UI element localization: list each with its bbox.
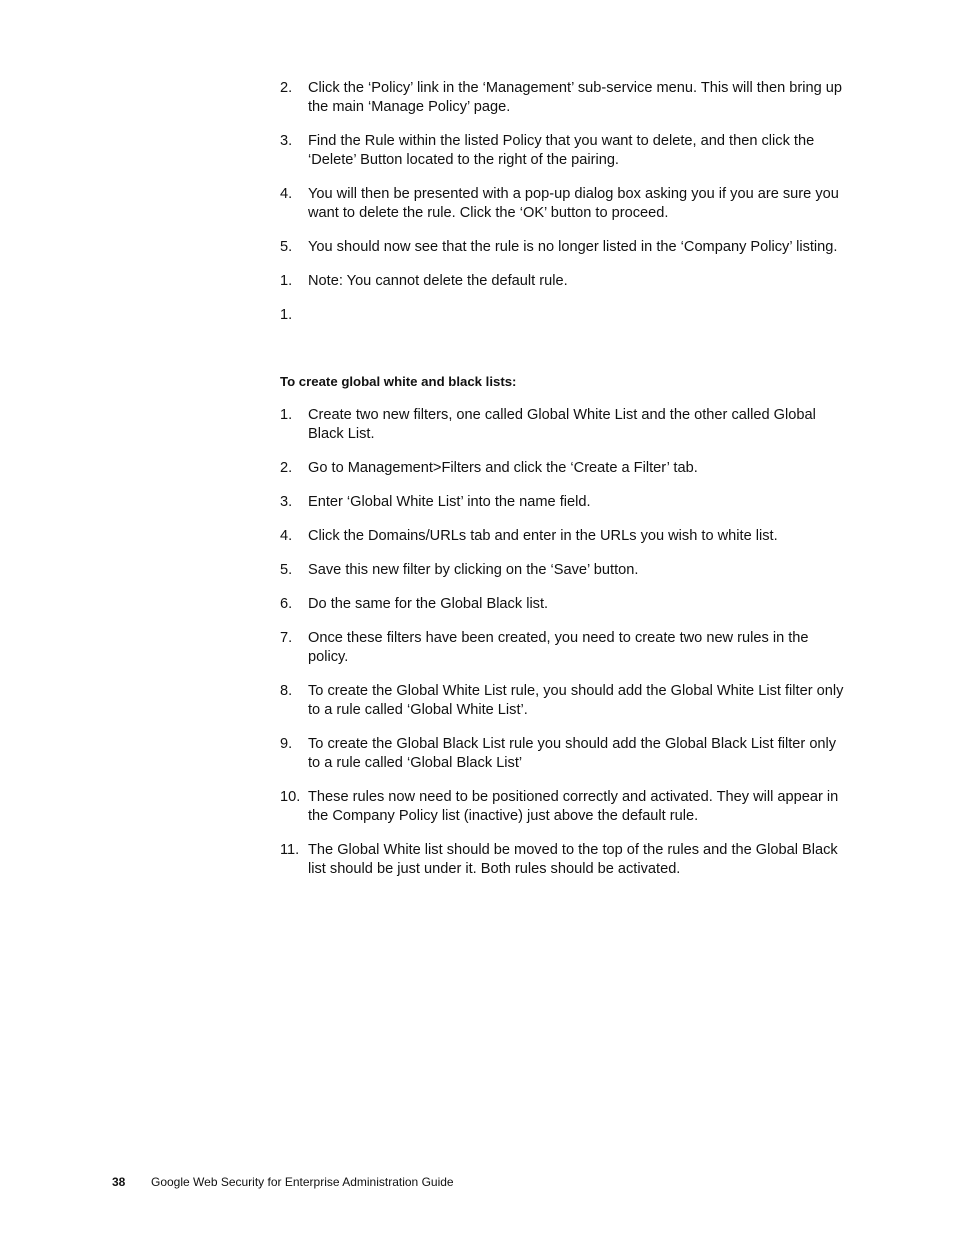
- list-item: [280, 306, 850, 325]
- list-item-number: 2.: [280, 460, 293, 476]
- list-item-number: 8.: [280, 683, 293, 699]
- delete-rule-steps: [280, 79, 850, 340]
- list-item-number: 4.: [280, 186, 293, 202]
- list-item: [280, 788, 850, 826]
- list-item-number: 3.: [280, 494, 293, 510]
- list-item-number: 11.: [280, 842, 300, 858]
- list-item: [280, 493, 850, 512]
- list-item-text: To create the Global Black List rule you should add the Global Black List filter only to a rule called ‘Global Black List’: [308, 736, 837, 771]
- list-item: [280, 682, 850, 720]
- list-item-number: 1.: [280, 273, 293, 289]
- list-item-number: 5.: [280, 562, 293, 578]
- list-item-number: 10.: [280, 789, 301, 805]
- section-heading: To create global white and black lists:: [280, 374, 517, 389]
- list-item: [280, 735, 850, 773]
- list-item-number: 1.: [280, 307, 293, 323]
- list-item-text: Click the Domains/URLs tab and enter in the URLs you wish to white list.: [308, 528, 778, 544]
- list-item-number: 5.: [280, 239, 293, 255]
- list-item: [280, 561, 850, 580]
- list-item: [280, 272, 850, 291]
- list-item-text: Save this new filter by clicking on the ‘Save’ button.: [308, 562, 639, 578]
- list-item: [280, 132, 850, 170]
- list-item-text: Enter ‘Global White List’ into the name field.: [308, 494, 591, 510]
- list-item: [280, 459, 850, 478]
- list-item-text: Do the same for the Global Black list.: [308, 596, 549, 612]
- global-lists-steps: [280, 406, 850, 894]
- list-item-text: The Global White list should be moved to the top of the rules and the Global Black list should be just under it. Both rules should be activated.: [308, 842, 838, 877]
- list-item-number: 7.: [280, 630, 293, 646]
- list-item-text: Create two new filters, one called Global White List and the other called Global Black List.: [308, 407, 816, 442]
- list-item-text: Find the Rule within the listed Policy that you want to delete, and then click the ‘Delete’ Button located to the right of the pairing.: [308, 133, 815, 168]
- list-item-number: 9.: [280, 736, 293, 752]
- list-item: [280, 185, 850, 223]
- list-item-text: These rules now need to be positioned correctly and activated. They will appear in the Company Policy list (inactive) just above the default rule.: [308, 789, 839, 824]
- list-item: [280, 79, 850, 117]
- list-item-text: Click the ‘Policy’ link in the ‘Management’ sub-service menu. This will then bring up the main ‘Manage Policy’ page.: [308, 80, 842, 115]
- guide-title: Google Web Security for Enterprise Administration Guide: [151, 1175, 454, 1189]
- list-item: [280, 238, 850, 257]
- list-item: [280, 841, 850, 879]
- list-item-text: [308, 306, 850, 325]
- list-item-number: 2.: [280, 80, 293, 96]
- list-item: [280, 629, 850, 667]
- list-item-text: To create the Global White List rule, you should add the Global White List filter only to a rule called ‘Global White List’.: [308, 683, 844, 718]
- page-footer: [112, 1174, 454, 1190]
- page-number: 38: [112, 1175, 126, 1189]
- list-item-number: 6.: [280, 596, 293, 612]
- list-item: [280, 527, 850, 546]
- list-item-text: You will then be presented with a pop-up dialog box asking you if you are sure you want to delete the rule. Click the ‘OK’ button to proceed.: [308, 186, 839, 221]
- list-item-text: You should now see that the rule is no longer listed in the ‘Company Policy’ listing.: [308, 239, 838, 255]
- list-item: [280, 406, 850, 444]
- list-item-text: Go to Management>Filters and click the ‘Create a Filter’ tab.: [308, 460, 698, 476]
- list-item-number: 4.: [280, 528, 293, 544]
- list-item: [280, 595, 850, 614]
- list-item-text: Note: You cannot delete the default rule.: [308, 273, 568, 289]
- list-item-number: 1.: [280, 407, 293, 423]
- list-item-text: Once these filters have been created, you need to create two new rules in the policy.: [308, 630, 809, 665]
- list-item-number: 3.: [280, 133, 293, 149]
